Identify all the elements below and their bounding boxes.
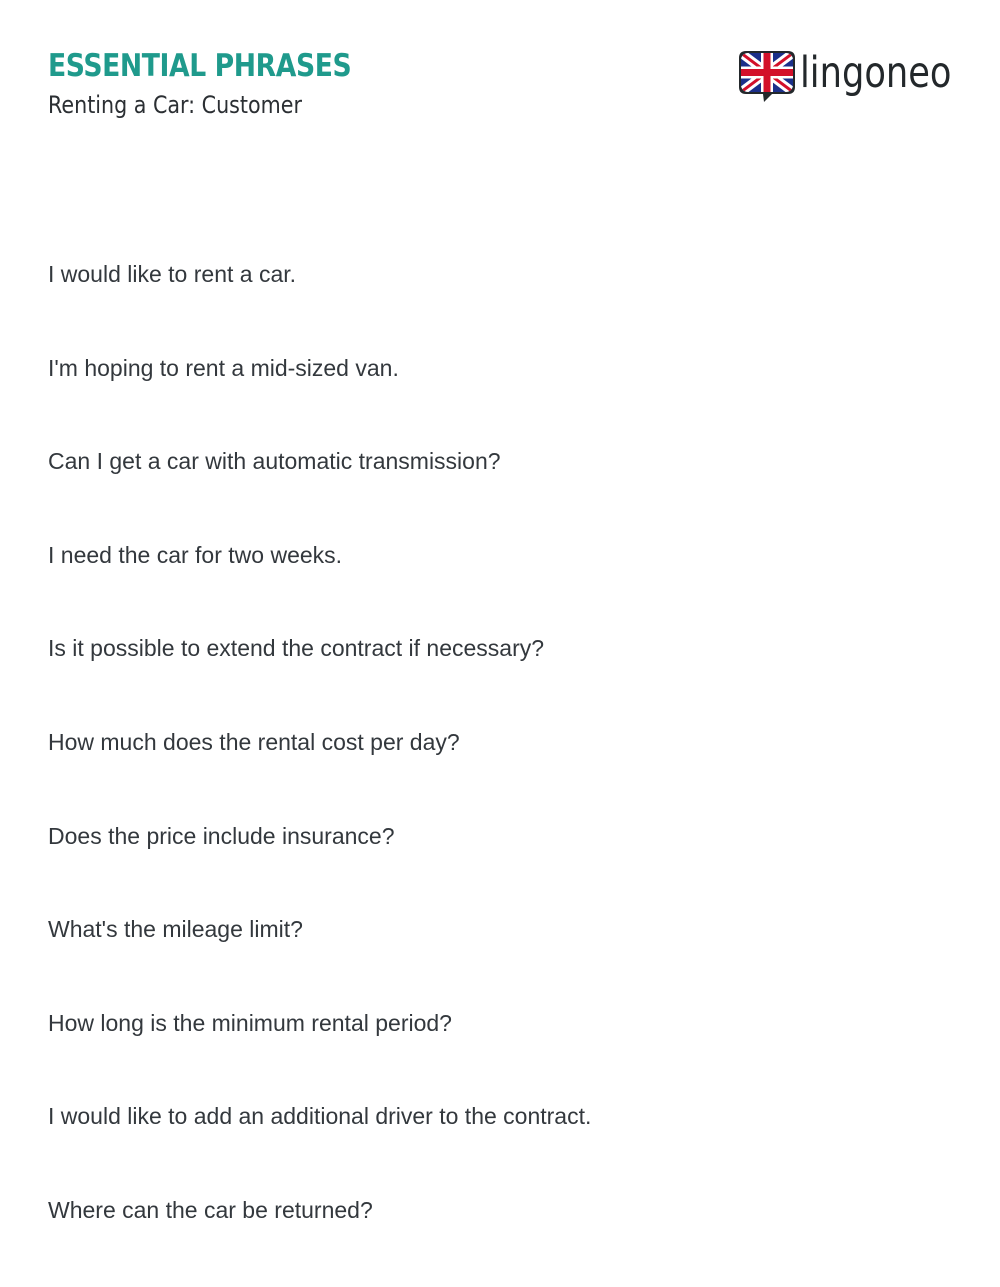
page-subtitle: Renting a Car: Customer [48, 91, 302, 119]
phrase-item: What's the mileage limit? [48, 916, 303, 943]
phrase-item: How much does the rental cost per day? [48, 728, 460, 755]
phrase-item: I would like to add an additional driver to the contract. [48, 1103, 592, 1130]
page-title: ESSENTIAL PHRASES [48, 48, 352, 84]
uk-flag-speech-bubble-icon [738, 50, 796, 104]
phrase-item: Can I get a car with automatic transmission? [48, 448, 501, 475]
phrase-item: Where can the car be returned? [48, 1196, 373, 1223]
phrase-list [48, 257, 591, 1287]
phrase-item: Is it possible to extend the contract if necessary? [48, 635, 545, 662]
phrase-item: I'm hoping to rent a mid-sized van. [48, 354, 399, 381]
document-header [48, 46, 401, 122]
phrase-item: How long is the minimum rental period? [48, 1009, 452, 1036]
phrase-item: I need the car for two weeks. [48, 541, 343, 568]
phrase-item: Does the price include insurance? [48, 822, 395, 849]
phrase-item: I would like to rent a car. [48, 261, 297, 287]
logo-wordmark: lingoneo [800, 48, 952, 98]
lingoneo-logo [738, 50, 958, 104]
